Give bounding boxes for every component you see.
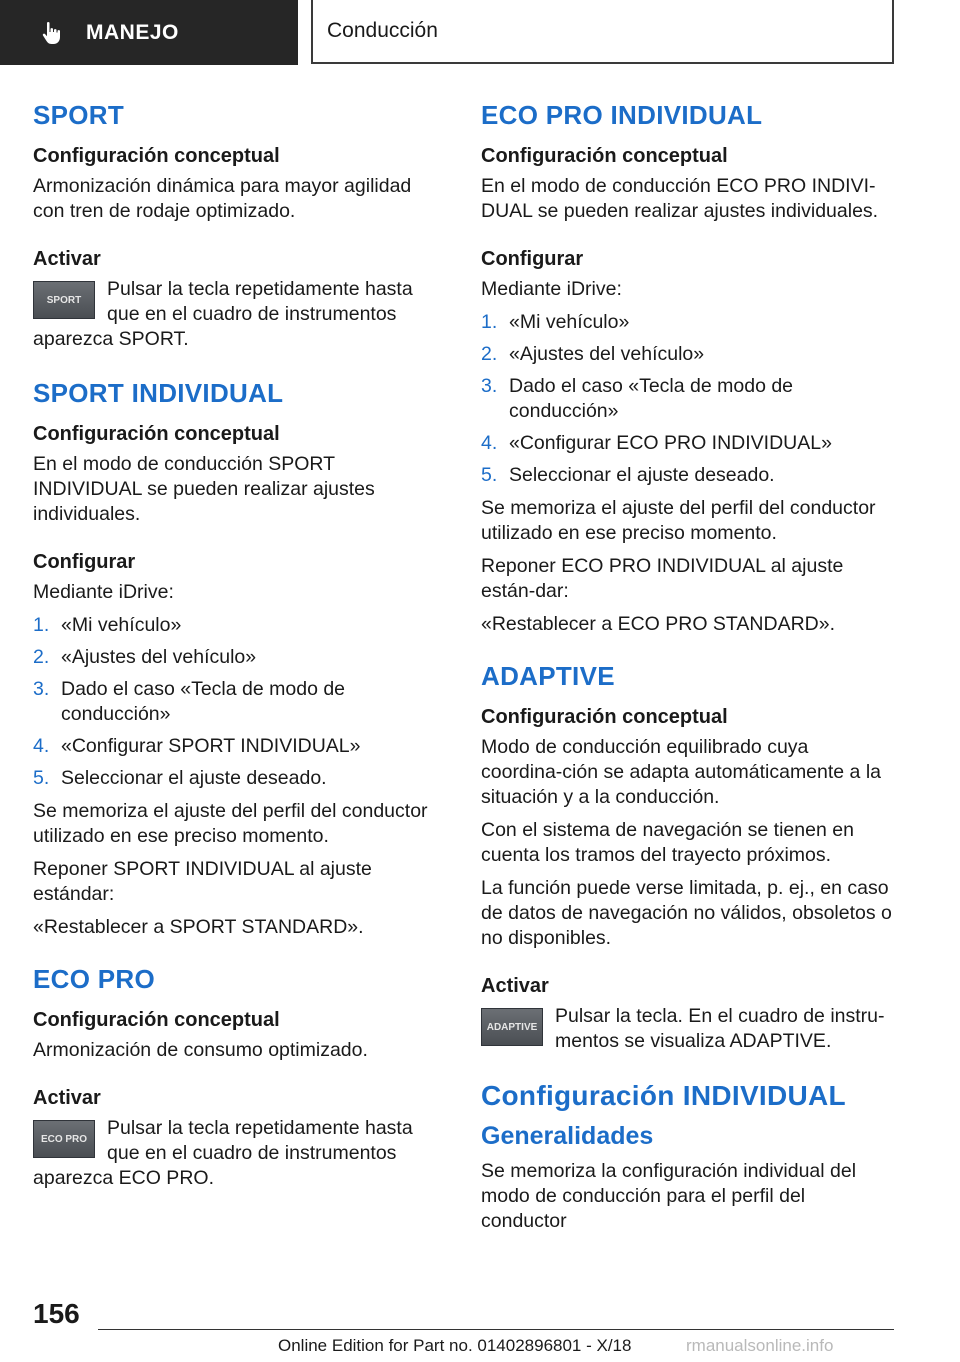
adaptive-navigation-text: Con el sistema de navegación se tienen en cuenta los tramos del trayecto próximos. <box>481 819 854 866</box>
section-title: Conducción <box>327 19 438 42</box>
sport-individual-config-subheading: Configurar <box>33 551 136 573</box>
general-subheading: Generalidades <box>481 1122 654 1150</box>
individual-config-heading: Configuración INDIVIDUAL <box>481 1080 846 1111</box>
sport-individual-concept-subheading: Configuración conceptual <box>33 423 280 445</box>
right-column <box>481 100 893 1242</box>
sport-individual-steps <box>33 613 445 791</box>
sport-activate-subheading: Activar <box>33 248 101 270</box>
adaptive-limitation-text: La función puede verse limitada, p. ej., en caso de datos de navegación no válidos, obsoletos o no disponibles. <box>481 877 892 949</box>
adaptive-activate-block <box>481 1004 893 1054</box>
eco-pro-concept-text: Armonización de consumo optimizado. <box>33 1039 368 1061</box>
eco-pro-activate-subheading: Activar <box>33 1087 101 1109</box>
eco-pro-individual-config-subheading: Configurar <box>481 248 584 270</box>
eco-pro-activate-text: Pulsar la tecla repetidamente hasta que en el cuadro de instrumentos aparezca ECO PRO. <box>33 1117 413 1189</box>
sport-activate-text: Pulsar la tecla repetidamente hasta que en el cuadro de instrumentos aparezca SPORT. <box>33 278 413 350</box>
sport-button-image: SPORT <box>33 281 95 319</box>
eco-pro-concept-subheading: Configuración conceptual <box>33 1009 280 1031</box>
eco-pro-heading: ECO PRO <box>33 964 156 994</box>
eco-pro-individual-concept-text: En el modo de conducción ECO PRO INDIVI-DUAL se pueden realizar ajustes individuales. <box>481 175 879 222</box>
eco-pro-button-image: ECO PRO <box>33 1120 95 1158</box>
adaptive-activate-subheading: Activar <box>481 975 549 997</box>
sport-concept-text: Armonización dinámica para mayor agilidad con tren de rodaje optimizado. <box>33 175 412 222</box>
adaptive-concept-text: Modo de conducción equilibrado cuya coordina-ción se adapta automáticamente a la situación y a la conducción. <box>481 736 881 808</box>
adaptive-button-image: ADAPTIVE <box>481 1008 543 1046</box>
list-item: 2. «Ajustes del vehículo» <box>481 343 705 365</box>
sport-individual-memo-text: Se memoriza el ajuste del perfil del conductor utilizado en ese preciso momento. <box>33 800 428 847</box>
eco-pro-individual-concept-subheading: Configuración conceptual <box>481 145 728 167</box>
section-tab <box>311 0 894 64</box>
adaptive-activate-text: Pulsar la tecla. En el cuadro de instru-mentos se visualiza ADAPTIVE. <box>555 1005 885 1052</box>
list-item: 5. Seleccionar el ajuste deseado. <box>33 767 327 789</box>
sport-concept-subheading: Configuración conceptual <box>33 145 280 167</box>
sport-individual-heading: SPORT INDIVIDUAL <box>33 378 284 408</box>
list-item: 4. «Configurar SPORT INDIVIDUAL» <box>33 735 361 757</box>
list-item: 3. Dado el caso «Tecla de modo de conducción» <box>481 375 794 422</box>
sport-heading: SPORT <box>33 100 125 130</box>
left-column <box>33 100 445 1201</box>
sport-activate-block <box>33 277 445 352</box>
page-header <box>0 0 960 66</box>
page-number: 156 <box>33 1298 80 1329</box>
footer-divider <box>98 1329 894 1330</box>
chapter-title: MANEJO <box>86 20 179 44</box>
eco-pro-individual-reset-text: Reponer ECO PRO INDIVIDUAL al ajuste están-dar: <box>481 555 844 602</box>
eco-pro-individual-heading: ECO PRO INDIVIDUAL <box>481 100 763 130</box>
edition-text: Online Edition for Part no. 01402896801 - X/18 <box>278 1336 632 1355</box>
list-item: 5. Seleccionar el ajuste deseado. <box>481 464 775 486</box>
sport-individual-reset-text: Reponer SPORT INDIVIDUAL al ajuste estándar: <box>33 858 372 905</box>
eco-pro-individual-idrive-text: Mediante iDrive: <box>481 278 622 300</box>
individual-general-text: Se memoriza la configuración individual del modo de conducción para el perfil del conductor <box>481 1160 857 1232</box>
eco-pro-individual-reset-option: «Restablecer a ECO PRO STANDARD». <box>481 613 835 635</box>
adaptive-heading: ADAPTIVE <box>481 661 615 691</box>
eco-pro-individual-memo-text: Se memoriza el ajuste del perfil del conductor utilizado en ese preciso momento. <box>481 497 876 544</box>
sport-individual-concept-text: En el modo de conducción SPORT INDIVIDUAL se pueden realizar ajustes individuales. <box>33 453 375 525</box>
hand-pointer-icon <box>40 20 66 46</box>
list-item: 1. «Mi vehículo» <box>33 614 182 636</box>
eco-pro-individual-steps <box>481 310 893 488</box>
sport-individual-reset-option: «Restablecer a SPORT STANDARD». <box>33 916 364 938</box>
sport-individual-idrive-text: Mediante iDrive: <box>33 581 174 603</box>
eco-pro-activate-block <box>33 1116 445 1191</box>
list-item: 4. «Configurar ECO PRO INDIVIDUAL» <box>481 432 832 454</box>
chapter-tab <box>0 0 298 65</box>
list-item: 2. «Ajustes del vehículo» <box>33 646 257 668</box>
watermark-text: rmanualsonline.info <box>686 1336 834 1355</box>
adaptive-concept-subheading: Configuración conceptual <box>481 706 728 728</box>
list-item: 1. «Mi vehículo» <box>481 311 630 333</box>
list-item: 3. Dado el caso «Tecla de modo de conducción» <box>33 678 346 725</box>
